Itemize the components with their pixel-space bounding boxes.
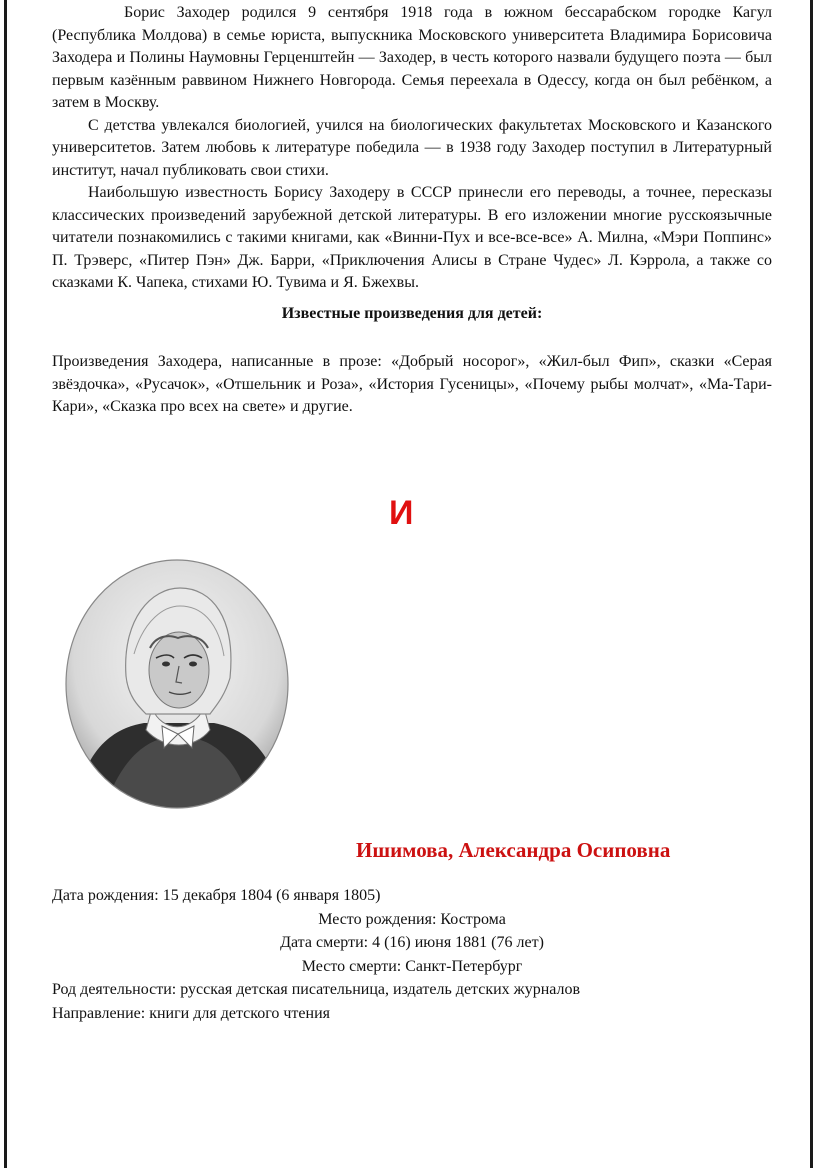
person-name-heading: Ишимова, Александра Осиповна [356, 838, 671, 862]
page-border-left [4, 0, 7, 1168]
death-place: Место смерти: Санкт-Петербург [301, 957, 523, 975]
document-body [52, 0, 772, 419]
paragraph-translations: Наибольшую известность Борису Заходеру в СССР принесли его переводы, а точнее, пересказы классических произведений зарубежной детской литературы. В его изложении многие русскоязычные читатели познакомились с такими книгами, как «Винни-Пух и все-все-все» А. Милна, «Мэри Поппинс» П. Трэверс, «Питер Пэн» Дж. Барри, «Приключения Алисы в Стране Чудес» Л. Кэррола, а также со сказками К. Чапека, стихами Ю. Тувима и Я. Бжехвы. [52, 184, 772, 291]
literary-direction: Направление: книги для детского чтения [52, 1004, 330, 1022]
birth-place: Место рождения: Кострома [318, 910, 506, 928]
works-heading: Известные произведения для детей: [281, 304, 543, 322]
drop-letter: И [389, 494, 414, 532]
works-list: Произведения Заходера, написанные в прозе: «Добрый носорог», «Жил-был Фип», сказки «Серая звёздочка», «Русачок», «Отшельник и Роза», «История Гусеницы», «Почему рыбы молчат», «Ма-Тари-Кари», «Сказка про всех на свете» и другие. [52, 353, 772, 415]
paragraph-education: С детства увлекался биологией, учился на биологических факультетах Московского и Казанского университетов. Затем любовь к литературе победила — в 1938 году Заходер поступил в Литературный институт, начал публиковать свои стихи. [52, 116, 772, 179]
death-date: Дата смерти: 4 (16) июня 1881 (76 лет) [280, 934, 544, 951]
bio-facts [52, 884, 772, 1025]
birth-date: Дата рождения: 15 декабря 1804 (6 января 1805) [52, 887, 381, 904]
page-border-right [810, 0, 813, 1168]
portrait-image [64, 558, 290, 810]
occupation: Род деятельности: русская детская писательница, издатель детских журналов [52, 981, 581, 998]
paragraph-biography: Борис Заходер родился 9 сентября 1918 года в южном бессарабском городке Кагул (Республика Молдова) в семье юриста, выпускника Московского университета Владимира Борисовича Заходера и Полины Наумовны Герценштейн — Заходер, в честь которого назвали будущего поэта — был первым казённым раввином Нижнего Новгорода. Семья переехала в Одессу, когда он был ребёнком, а затем в Москву. [52, 4, 772, 111]
